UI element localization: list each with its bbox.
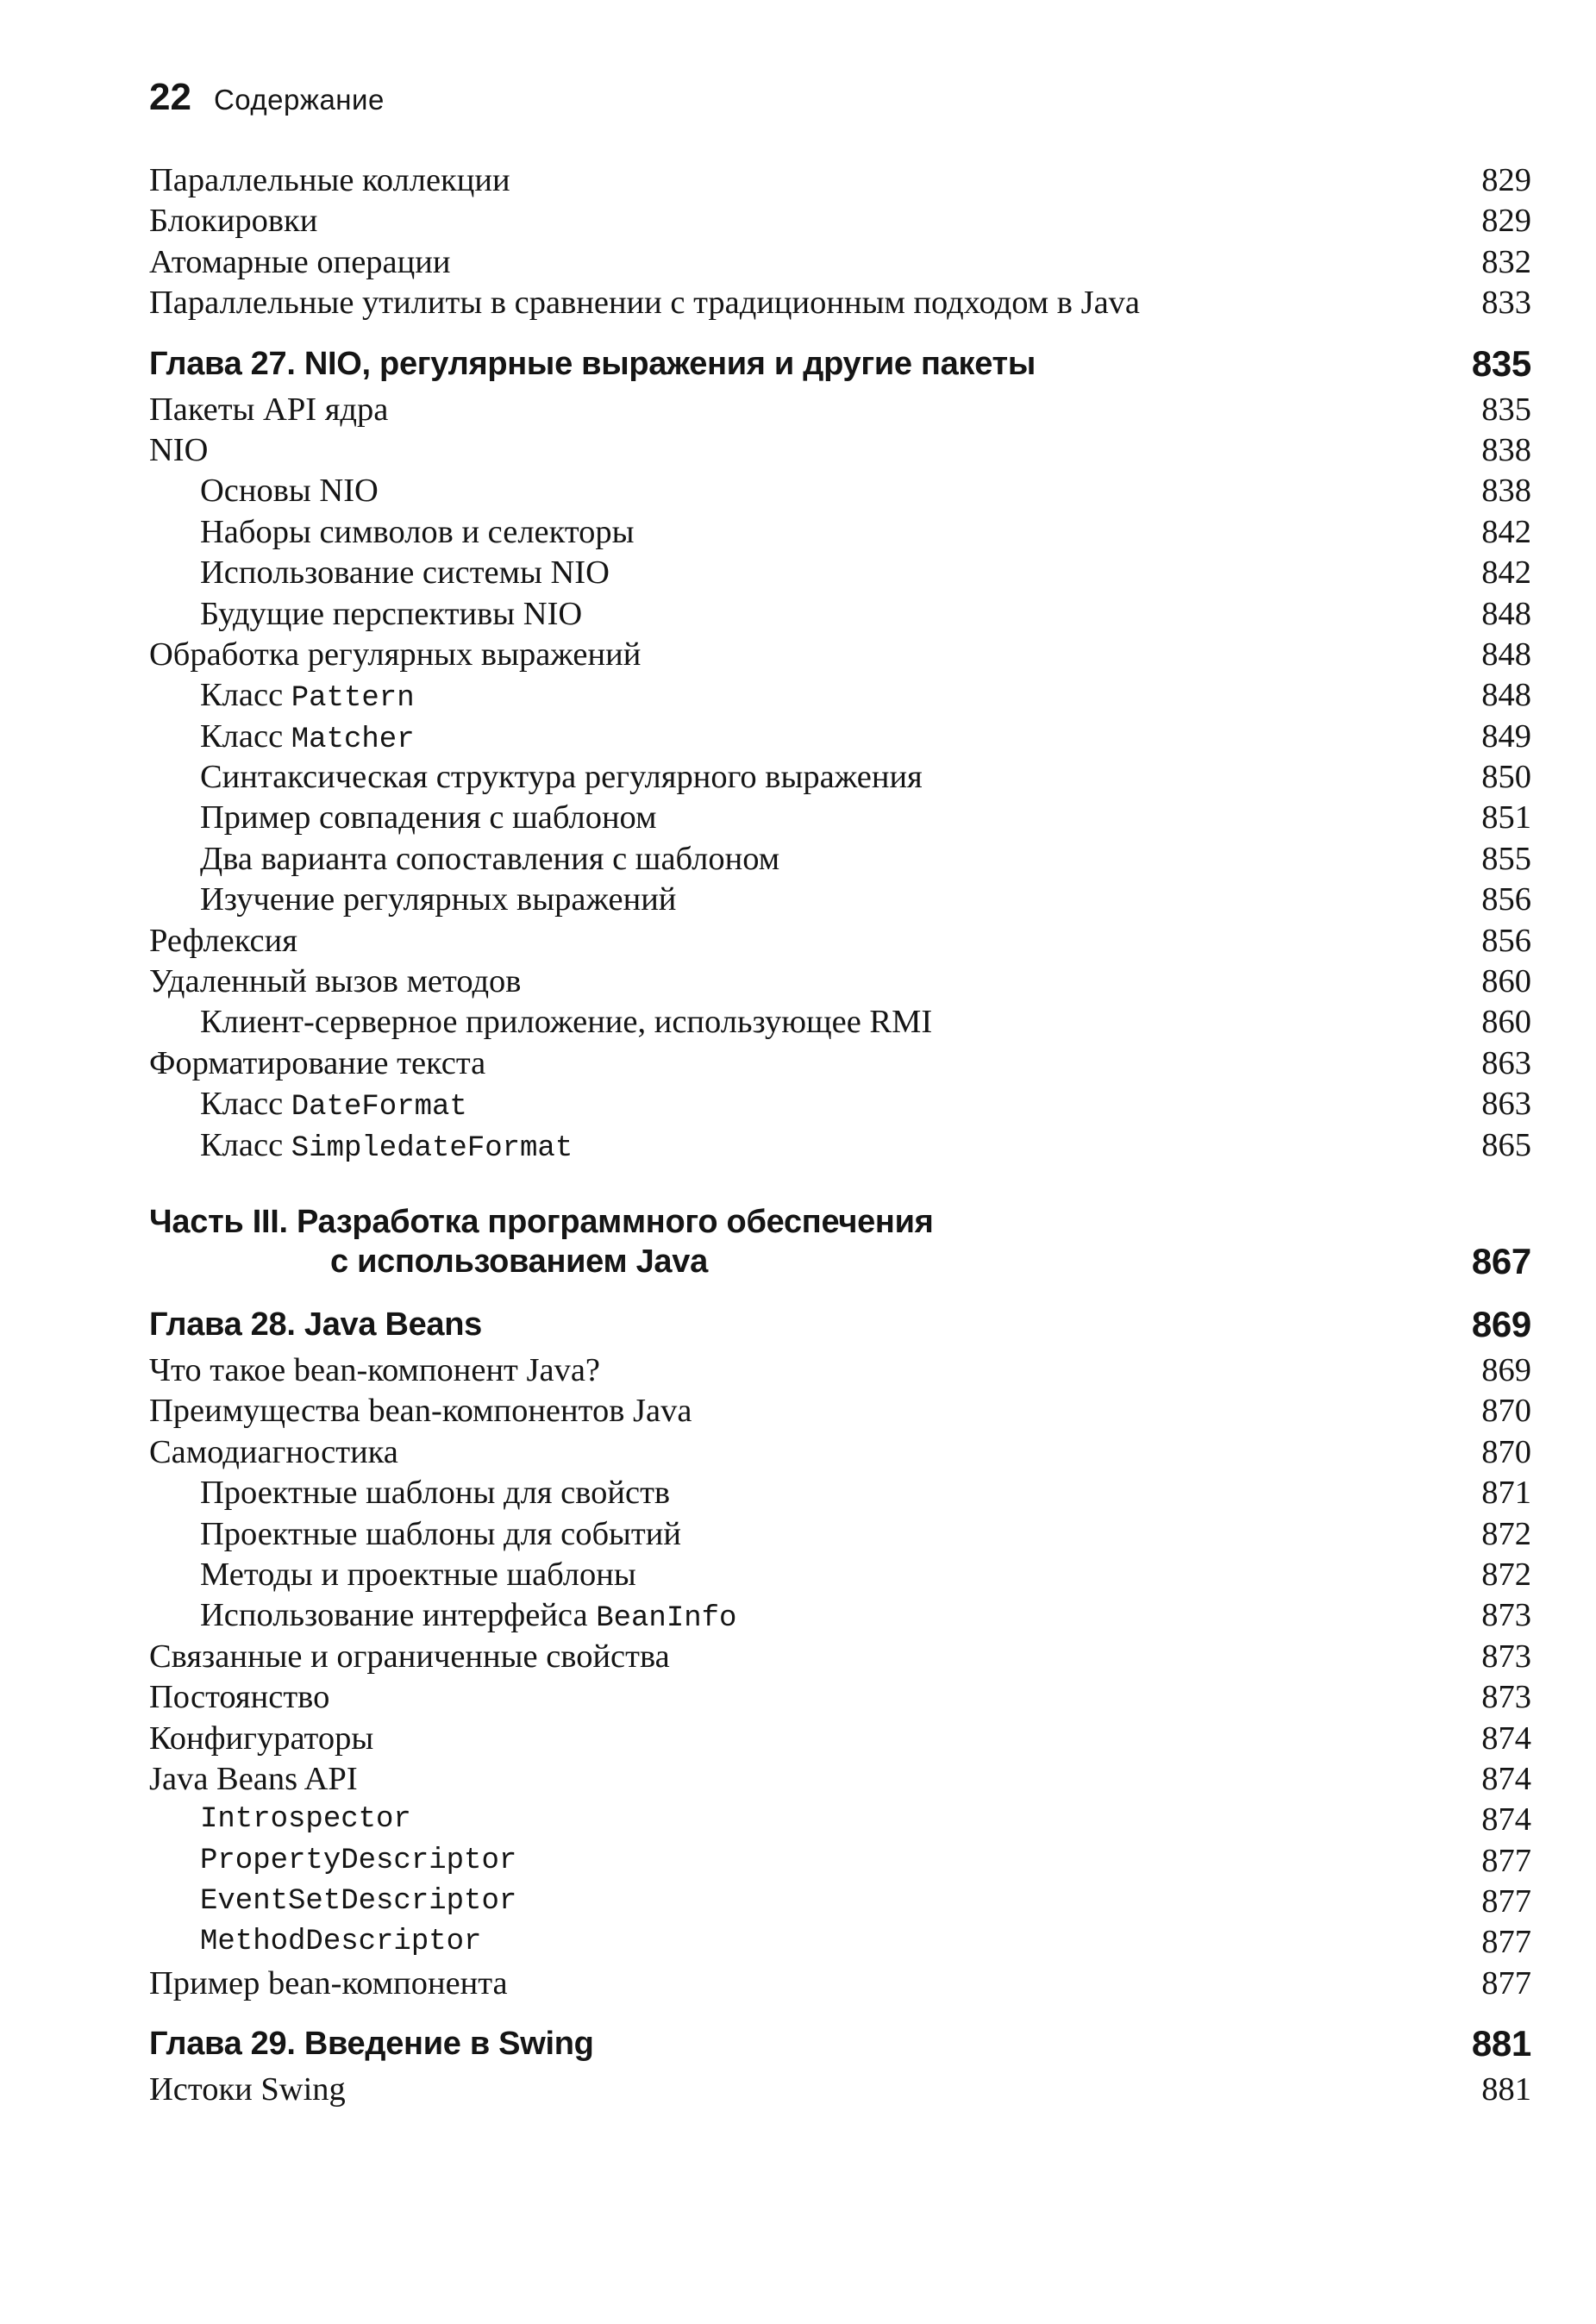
toc-entry[interactable]: Пакеты API ядра 835 — [0, 390, 1596, 430]
toc-subentry[interactable]: Использование интерфейса BeanInfo 873 — [200, 1597, 1531, 1636]
running-head: Содержание — [213, 84, 385, 116]
toc-subentry[interactable]: Основы NIO 838 — [0, 471, 1596, 511]
toc-entry[interactable]: Атомарные операции 832 — [0, 242, 1596, 283]
toc-page: 835 — [1481, 391, 1531, 428]
toc-page: 851 — [1481, 799, 1531, 836]
toc-page: 838 — [1481, 473, 1531, 510]
code-identifier: BeanInfo — [596, 1602, 737, 1636]
part-page: 867 — [1471, 1240, 1531, 1281]
toc-subentry[interactable]: Класс Matcher 849 — [200, 717, 1531, 756]
code-identifier: Pattern — [291, 682, 415, 716]
toc-page: 873 — [1481, 1638, 1531, 1675]
toc-page: 848 — [1481, 595, 1531, 632]
toc-subentry[interactable]: Клиент-серверное приложение, использующее RMI 860 — [0, 1002, 1596, 1043]
toc-entry[interactable]: Истоки Swing 881 — [0, 2070, 1596, 2110]
toc-entry[interactable]: Обработка регулярных выражений 848 — [0, 635, 1596, 675]
toc-page: 881 — [1481, 2071, 1531, 2108]
code-identifier: Introspector — [200, 1803, 411, 1837]
toc-subentry[interactable]: Класс Pattern 848 — [200, 677, 1531, 716]
toc-page: 856 — [1481, 922, 1531, 959]
toc-page: 833 — [1481, 285, 1531, 322]
code-identifier: Matcher — [291, 723, 415, 756]
chapter-heading-27[interactable]: Глава 27. NIO, регулярные выражения и другие пакеты 835 — [0, 338, 1596, 390]
toc-page: 865 — [1481, 1126, 1531, 1163]
toc-page: 856 — [1481, 881, 1531, 918]
toc-entry[interactable]: Форматирование текста 863 — [0, 1043, 1596, 1084]
toc-page: 872 — [1481, 1515, 1531, 1552]
toc-entry[interactable]: Java Beans API 874 — [0, 1759, 1596, 1800]
toc-subentry[interactable]: Синтаксическая структура регулярного выражения 850 — [0, 757, 1596, 798]
toc-page: 877 — [1481, 1842, 1531, 1879]
toc-entry[interactable]: Пример bean-компонента 877 — [0, 1964, 1596, 2004]
toc-entry[interactable]: Рефлексия 856 — [0, 921, 1596, 962]
chapter-heading-28[interactable]: Глава 28. Java Beans 869 — [0, 1299, 1596, 1350]
chapter-page: 881 — [1471, 2023, 1531, 2064]
toc-entry[interactable]: Удаленный вызов методов 860 — [0, 962, 1596, 1002]
toc-entry[interactable]: Блокировки 829 — [0, 201, 1596, 241]
toc-page: 860 — [1481, 1004, 1531, 1041]
toc-subentry[interactable]: Класс SimpledateFormat 865 — [200, 1126, 1531, 1165]
page-header — [149, 76, 385, 119]
toc-page: 848 — [1481, 636, 1531, 673]
toc-page: 850 — [1481, 759, 1531, 796]
toc-page: 870 — [1481, 1433, 1531, 1470]
toc-subentry[interactable]: Пример совпадения с шаблоном 851 — [0, 798, 1596, 838]
toc-page: 860 — [1481, 963, 1531, 1000]
toc-subentry[interactable]: Наборы символов и селекторы 842 — [0, 512, 1596, 553]
toc-subentry[interactable]: Проектные шаблоны для свойств 871 — [0, 1473, 1596, 1513]
toc-page: 873 — [1481, 1679, 1531, 1716]
toc-page: 877 — [1481, 1883, 1531, 1920]
toc-page: 832 — [1481, 243, 1531, 280]
table-of-contents — [0, 160, 1596, 2111]
toc-subentry[interactable]: Методы и проектные шаблоны 872 — [0, 1555, 1596, 1595]
part-heading-3[interactable]: Часть III. Разработка программного обеспечения с использованием Java 867 — [149, 1203, 1531, 1281]
chapter-page: 835 — [1471, 342, 1531, 384]
toc-subentry[interactable]: Класс DateFormat 863 — [200, 1086, 1531, 1124]
toc-page: 874 — [1481, 1801, 1531, 1839]
code-identifier: SimpledateFormat — [291, 1131, 573, 1165]
toc-subentry[interactable] — [0, 1882, 1596, 1922]
code-identifier: DateFormat — [291, 1091, 467, 1124]
toc-page: 873 — [1481, 1597, 1531, 1634]
toc-entry[interactable]: Параллельные коллекции 829 — [0, 160, 1596, 201]
code-identifier: MethodDescriptor — [200, 1926, 482, 1959]
chapter-heading-29[interactable]: Глава 29. Введение в Swing 881 — [0, 2018, 1596, 2070]
toc-subentry[interactable]: Будущие перспективы NIO 848 — [0, 594, 1596, 635]
toc-page: 877 — [1481, 1924, 1531, 1961]
toc-subentry[interactable]: Изучение регулярных выражений 856 — [0, 880, 1596, 920]
toc-entry[interactable]: Конфигураторы 874 — [0, 1719, 1596, 1759]
toc-entry[interactable]: Самодиагностика 870 — [0, 1432, 1596, 1473]
toc-page: 848 — [1481, 677, 1531, 714]
toc-page: 874 — [1481, 1720, 1531, 1757]
toc-page: 829 — [1481, 203, 1531, 240]
toc-page: 863 — [1481, 1086, 1531, 1123]
toc-entry[interactable]: Преимущества bean-компонентов Java 870 — [0, 1391, 1596, 1431]
toc-subentry[interactable] — [0, 1841, 1596, 1882]
toc-entry[interactable]: Параллельные утилиты в сравнении с традиционным подходом в Java 833 — [0, 283, 1596, 323]
toc-subentry[interactable]: Два варианта сопоставления с шаблоном 855 — [0, 839, 1596, 880]
toc-page: 855 — [1481, 840, 1531, 877]
toc-page: 838 — [1481, 431, 1531, 468]
toc-entry[interactable]: Связанные и ограниченные свойства 873 — [0, 1637, 1596, 1677]
toc-subentry[interactable]: Проектные шаблоны для событий 872 — [0, 1514, 1596, 1555]
page-number: 22 — [149, 76, 191, 118]
toc-page: 871 — [1481, 1475, 1531, 1512]
toc-subentry[interactable]: Использование системы NIO 842 — [0, 553, 1596, 593]
toc-page: 842 — [1481, 513, 1531, 550]
toc-entry[interactable]: Что такое bean-компонент Java? 869 — [0, 1350, 1596, 1391]
toc-entry[interactable]: NIO 838 — [0, 430, 1596, 471]
toc-subentry[interactable] — [0, 1922, 1596, 1963]
toc-page: 874 — [1481, 1760, 1531, 1797]
toc-page: 829 — [1481, 162, 1531, 198]
toc-page: 849 — [1481, 717, 1531, 755]
toc-page: 842 — [1481, 554, 1531, 592]
toc-entry[interactable]: Постоянство 873 — [0, 1677, 1596, 1718]
chapter-page: 869 — [1471, 1303, 1531, 1344]
toc-subentry[interactable] — [0, 1800, 1596, 1840]
toc-page: 877 — [1481, 1964, 1531, 2001]
toc-page: 872 — [1481, 1556, 1531, 1593]
code-identifier: EventSetDescriptor — [200, 1885, 517, 1919]
toc-page: 869 — [1481, 1351, 1531, 1388]
code-identifier: PropertyDescriptor — [200, 1844, 517, 1877]
toc-page: 863 — [1481, 1044, 1531, 1081]
toc-page: 870 — [1481, 1393, 1531, 1430]
